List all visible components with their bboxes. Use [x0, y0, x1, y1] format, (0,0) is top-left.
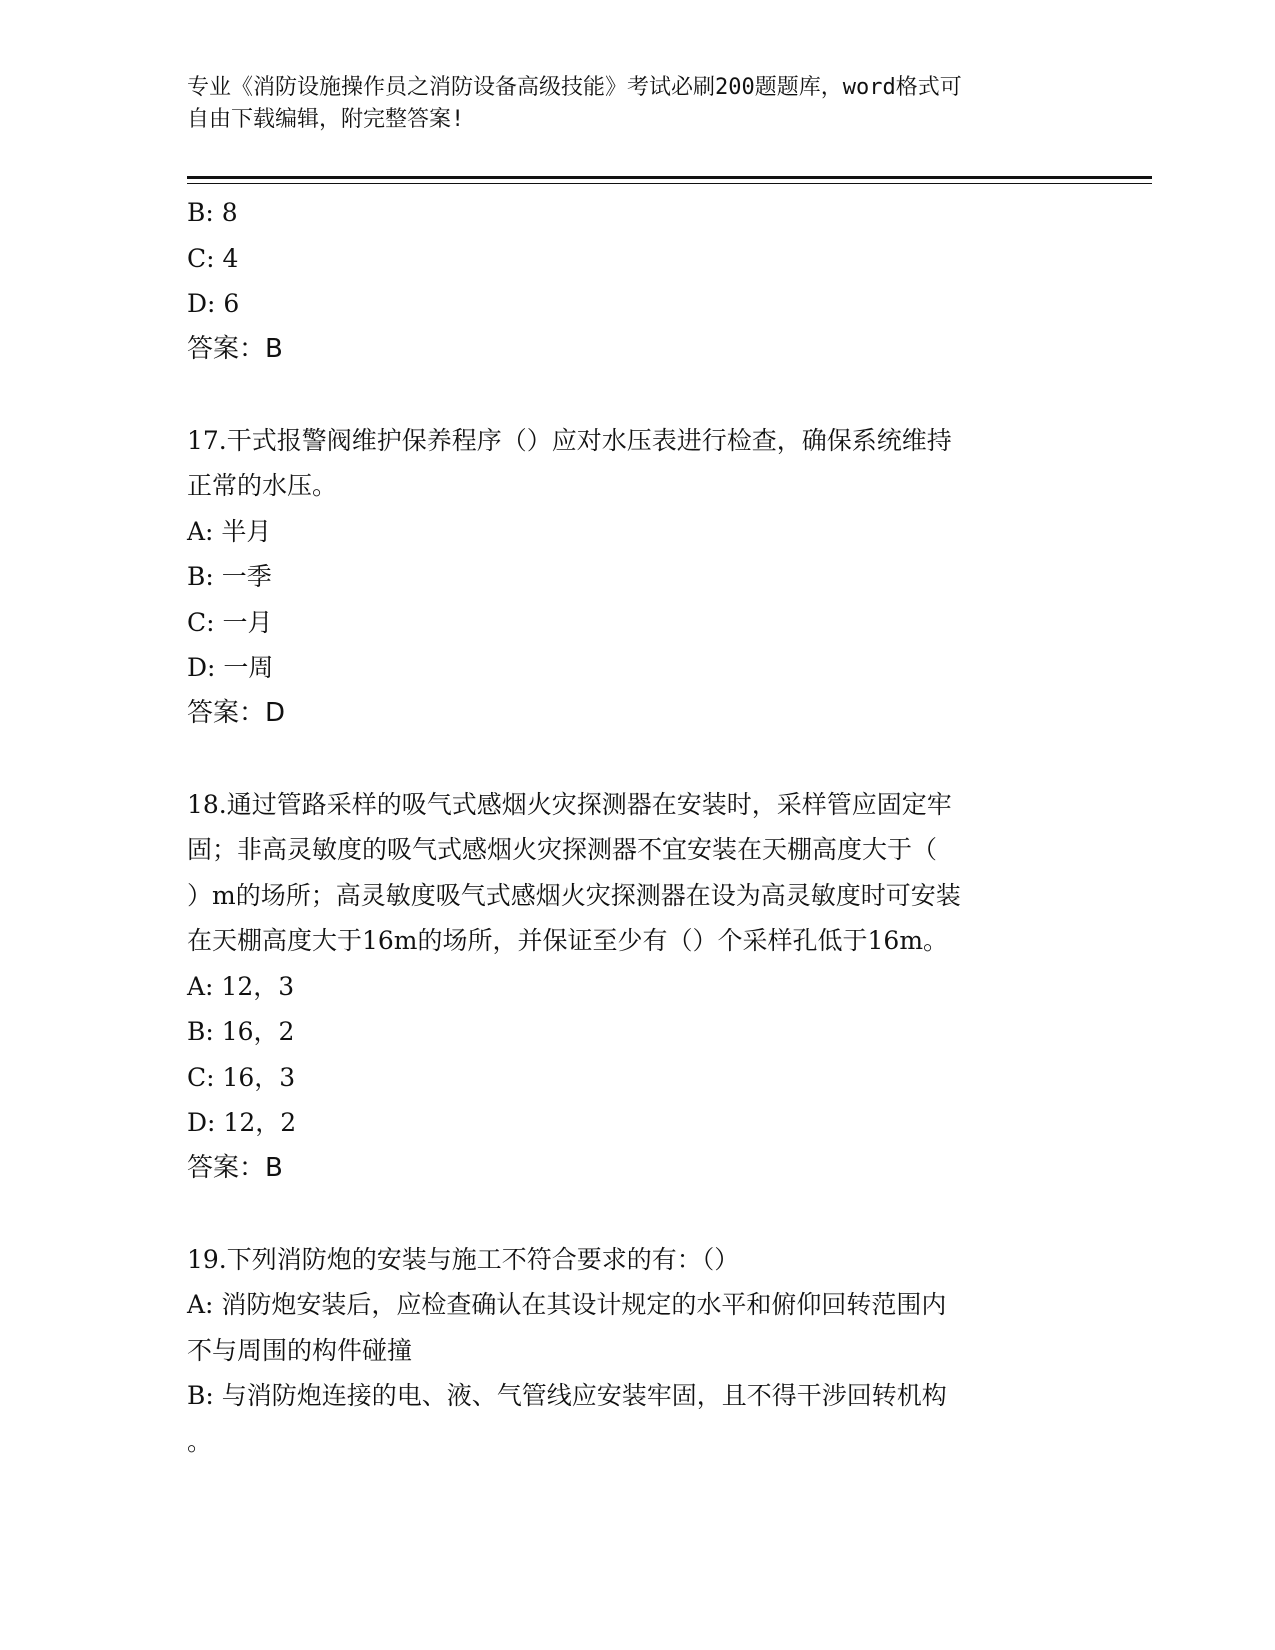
option-a: A: 消防炮安装后，应检查确认在其设计规定的水平和俯仰回转范围内 — [187, 1290, 947, 1319]
header-rule-thin — [187, 183, 1152, 184]
question-stem: 17.干式报警阀维护保养程序（）应对水压表进行检查，确保系统维持 — [187, 425, 952, 455]
option-a: A: 半月 — [187, 516, 272, 546]
option-c: C: 4 — [187, 243, 239, 273]
option-b: B: 一季 — [187, 562, 272, 591]
option-a: A: 12，3 — [187, 971, 295, 1001]
question-stem: 正常的水压。 — [187, 471, 338, 500]
header-line-1: 专业《消防设施操作员之消防设备高级技能》考试必刷200题题库，word格式可 — [187, 75, 962, 100]
document-header — [187, 72, 1067, 136]
header-rule-thick — [187, 176, 1152, 179]
option-d: D: 一周 — [187, 653, 274, 682]
spacer — [187, 372, 1087, 418]
question-18 — [187, 782, 1087, 1192]
answer: 答案：D — [187, 697, 286, 728]
option-d: D: 6 — [187, 289, 240, 318]
question-stem: ）m的场所；高灵敏度吸气式感烟火灾探测器在设为高灵敏度时可安装 — [187, 880, 961, 910]
question-stem: 18.通过管路采样的吸气式感烟火灾探测器在安装时，采样管应固定牢 — [187, 789, 952, 819]
question-stem: 在天棚高度大于16m的场所，并保证至少有（）个采样孔低于16m。 — [187, 926, 949, 955]
option-c: C: 16，3 — [187, 1062, 296, 1092]
question-19 — [187, 1237, 1087, 1465]
spacer — [187, 736, 1087, 782]
option-b: B: 16，2 — [187, 1017, 295, 1046]
option-b: B: 8 — [187, 198, 238, 227]
question-17 — [187, 418, 1087, 737]
option-b-cont: 。 — [187, 1426, 213, 1456]
header-line-2: 自由下载编辑，附完整答案! — [187, 107, 465, 132]
question-content — [187, 190, 1087, 1464]
option-a-cont: 不与周围的构件碰撞 — [187, 1335, 413, 1365]
option-c: C: 一月 — [187, 607, 273, 637]
spacer — [187, 1191, 1087, 1237]
question-stem: 19.下列消防炮的安装与施工不符合要求的有：（） — [187, 1244, 740, 1274]
option-d: D: 12，2 — [187, 1108, 297, 1137]
answer: 答案：B — [187, 333, 283, 364]
answer: 答案：B — [187, 1152, 283, 1183]
option-b: B: 与消防炮连接的电、液、气管线应安装牢固，且不得干涉回转机构 — [187, 1381, 947, 1410]
prev-question — [187, 190, 1087, 372]
question-stem: 固；非高灵敏度的吸气式感烟火灾探测器不宜安装在天棚高度大于（ — [187, 835, 938, 864]
